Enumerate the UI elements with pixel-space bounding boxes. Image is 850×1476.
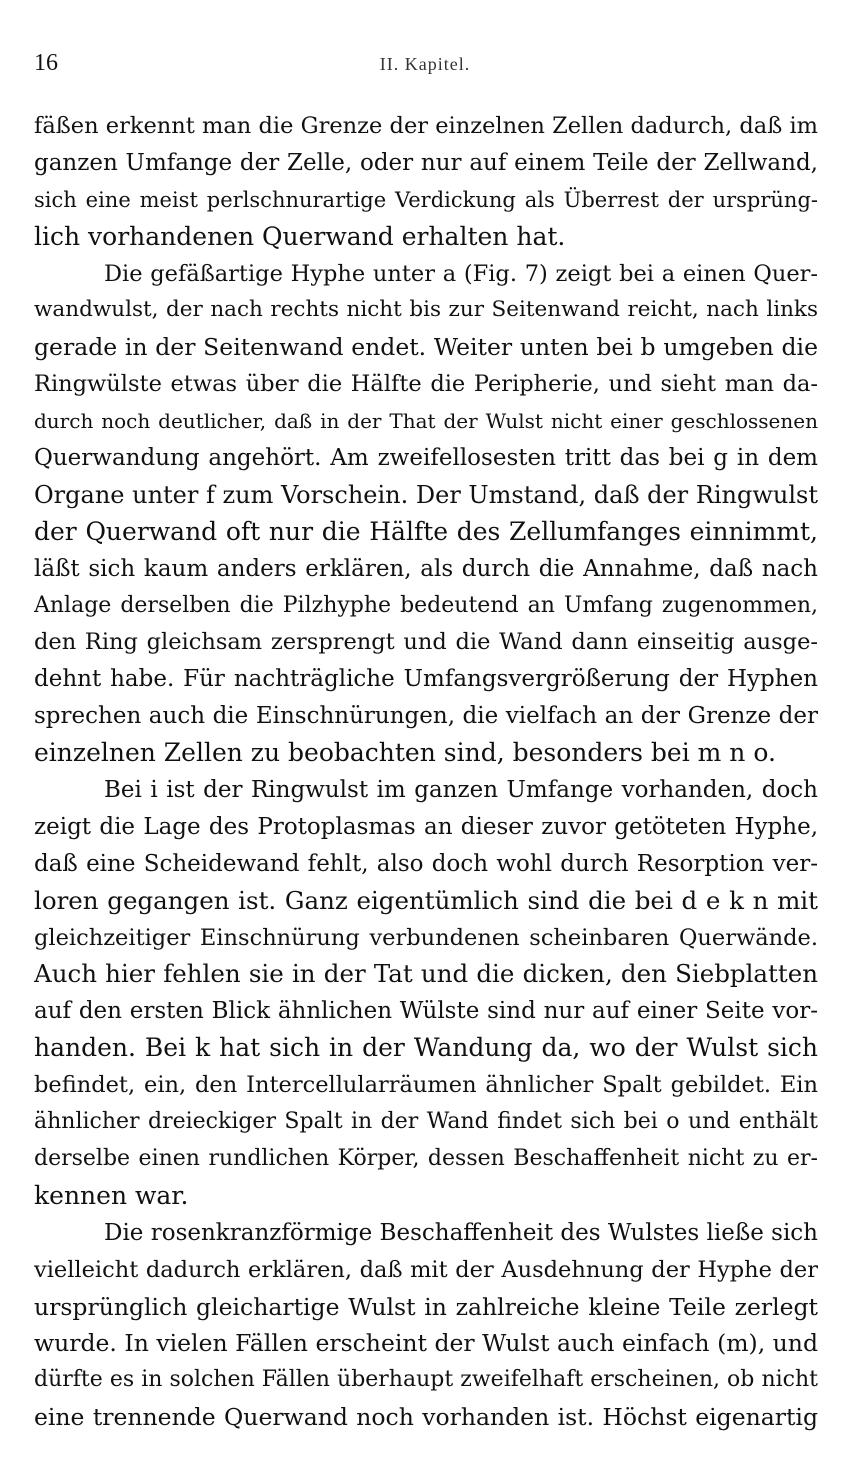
text-line: lich vorhandenen Querwand erhalten hat. [34, 221, 566, 251]
text-line: Auch hier fehlen sie in der Tat und die dicken, den Siebplatten [34, 959, 818, 989]
text-line: derselbe einen rundlichen Körper, dessen Beschaffenheit nicht zu er- [34, 1145, 818, 1171]
text-line: kennen war. [34, 1180, 189, 1210]
text-line: wandwulst, der nach rechts nicht bis zur Seitenwand reicht, nach links [34, 297, 818, 323]
text-line: Ringwülste etwas über die Hälfte die Peripherie, und sieht man da- [34, 371, 818, 398]
text-line: den Ring gleichsam zersprengt und die Wand dann einseitig ausge- [34, 629, 818, 656]
text-line: dürfte es in solchen Fällen überhaupt zweifelhaft erscheinen, ob nicht [34, 1367, 818, 1393]
paragraph [34, 108, 818, 256]
text-line: sich eine meist perlschnurartige Verdickung als Überrest der ursprüng- [34, 187, 818, 212]
text-line: ganzen Umfange der Zelle, oder nur auf einem Teile der Zellwand, [34, 149, 818, 176]
text-line: eine trennende Querwand noch vorhanden ist. Höchst eigenartig [34, 1403, 818, 1432]
text-line: gerade in der Seitenwand endet. Weiter unten bei b umgeben die [34, 333, 818, 362]
text-line: Die gefäßartige Hyphe unter a (Fig. 7) zeigt bei a einen Quer- [104, 260, 818, 287]
text-line: gleichzeitiger Einschnürung verbundenen scheinbaren Querwände. [34, 924, 818, 951]
paragraph [34, 1215, 818, 1436]
text-line: Organe unter f zum Vorschein. Der Umstand, daß der Ringwulst [34, 480, 818, 509]
text-line: zeigt die Lage des Protoplasmas an dieser zuvor getöteten Hyphe, [34, 813, 818, 840]
text-line: dehnt habe. Für nachträgliche Umfangsvergrößerung der Hyphen [34, 666, 818, 693]
text-line: einzelnen Zellen zu beobachten sind, besonders bei m n o. [34, 738, 776, 768]
text-line: ursprünglich gleichartige Wulst in zahlreiche kleine Teile zerlegt [34, 1292, 818, 1321]
body-text [34, 108, 818, 1436]
text-line: handen. Bei k hat sich in der Wandung da, wo der Wulst sich [34, 1033, 818, 1063]
text-line: befindet, ein, den Intercellularräumen ähnlicher Spalt gebildet. Ein [34, 1072, 818, 1099]
text-line: durch noch deutlicher, daß in der That der Wulst nicht einer geschlossenen [34, 409, 818, 434]
text-line: fäßen erkennt man die Grenze der einzelnen Zellen dadurch, daß im [34, 113, 818, 139]
page-header [34, 50, 816, 86]
text-line: Die rosenkranzförmige Beschaffenheit des Wulstes ließe sich [104, 1219, 818, 1246]
text-line: der Querwand oft nur die Hälfte des Zellumfanges einnimmt, [34, 516, 818, 546]
text-line: auf den ersten Blick ähnlichen Wülste sind nur auf einer Seite vor- [34, 998, 818, 1025]
paragraph [34, 256, 818, 772]
page-number: 16 [34, 50, 58, 76]
text-line: vielleicht dadurch erklären, daß mit der Ausdehnung der Hyphe der [34, 1256, 818, 1283]
text-line: loren gegangen ist. Ganz eigentümlich sind die bei d e k n mit [34, 885, 818, 915]
text-line: ähnlicher dreieckiger Spalt in der Wand findet sich bei o und enthält [34, 1109, 818, 1135]
paragraph [34, 772, 818, 1215]
text-line: sprechen auch die Einschnürungen, die vielfach an der Grenze der [34, 703, 818, 730]
text-line: wurde. In vielen Fällen erscheint der Wulst auch einfach (m), und [34, 1329, 818, 1358]
text-line: Anlage derselben die Pilzhyphe bedeutend an Umfang zugenommen, [34, 592, 818, 618]
text-line: läßt sich kaum anders erklären, als durch die Annahme, daß nach [34, 555, 818, 582]
text-line: daß eine Scheidewand fehlt, also doch wohl durch Resorption ver- [34, 850, 818, 877]
running-head: II. Kapitel. [379, 54, 471, 74]
text-line: Bei i ist der Ringwulst im ganzen Umfange vorhanden, doch [104, 777, 818, 804]
text-line: Querwandung angehört. Am zweifellosesten tritt das bei g in dem [34, 445, 818, 472]
